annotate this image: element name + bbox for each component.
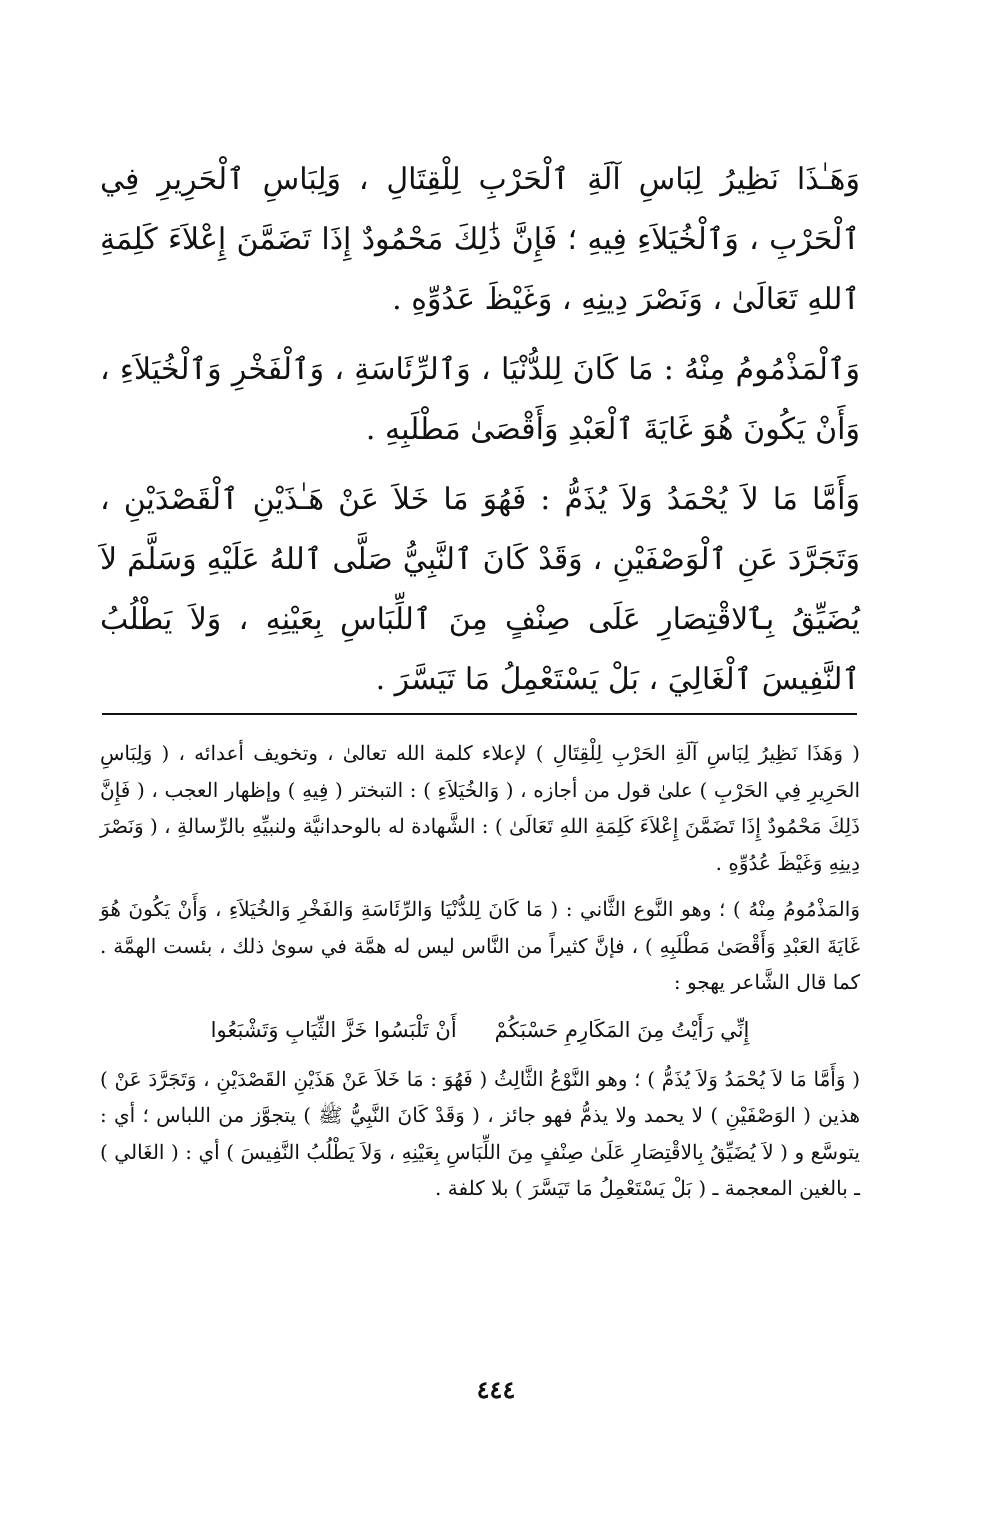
verse-second-hemistich: أَنْ تَلْبَسُوا خَزَّ الثِّيَابِ وَتَشْبَعُوا: [210, 1017, 457, 1042]
poetry-verse: [100, 1011, 860, 1049]
commentary-paragraph-1: ( وَهَذَا نَظِيرُ لِبَاسِ آلَةِ الحَرْبِ لِلْقِتَالِ ) لإعلاء كلمة الله تعالىٰ ، وتخويف أعدائه ، ( وَلِبَاسِ الحَرِيرِ فِي الحَرْبِ ) علىٰ قول من أجازه ، ( وَالخُيَلاَءِ ) : التبختر ( فِيهِ ) وإظهار العجب ، ( فَإِنَّ ذَلِكَ مَحْمُودٌ إِذَا تَضَمَّنَ إِعْلاَءَ كَلِمَةِ اللهِ تَعَالَىٰ ) : الشَّهادة له بالوحدانيَّة ولنبيِّهِ بالرِّسالةِ ، ( وَنَصْرَ دِينِهِ وَغَيْظَ عُدُوِّهِ .: [100, 741, 860, 875]
commentary-paragraph-2: وَالمَذْمُومُ مِنْهُ ) ؛ وهو النَّوع الثَّاني : ( مَا كَانَ لِلدُّنْيَا وَالرِّئَاسَةِ وَالفَخْرِ وَالخُيَلاَءِ ، وَأَنْ يَكُونَ هُوَ غَايَةَ العَبْدِ وَأَقْصَىٰ مَطْلَبِهِ ) ، فإنَّ كثيراً من النَّاس ليس له همَّة في سوىٰ ذلك ، بئست الهمَّة . كما قال الشَّاعر يهجو :: [100, 897, 860, 994]
verse-first-hemistich: إِنِّي رَأَيْتُ مِنَ المَكَارِمِ حَسْبَكُمْ: [494, 1017, 750, 1042]
page-number: ٤٤٤: [476, 1375, 516, 1404]
commentary-block: [100, 735, 860, 1217]
main-paragraph-3: وَأَمَّا مَا لاَ يُحْمَدُ وَلاَ يُذَمُّ : فَهُوَ مَا خَلاَ عَنْ هَـٰذَيْنِ ٱلْقَصْدَيْنِ ، وَتَجَرَّدَ عَنِ ٱلْوَصْفَيْنِ ، وَقَدْ كَانَ ٱلنَّبِيُّ صَلَّى ٱللهُ عَلَيْهِ وَسَلَّمَ لاَ يُضَيِّقُ بِٱلاقْتِصَارِ عَلَى صِنْفٍ مِنَ ٱللِّبَاسِ بِعَيْنِهِ ، وَلاَ يَطْلُبُ ٱلنَّفِيسَ ٱلْغَالِيَ ، بَلْ يَسْتَعْمِلُ مَا تَيَسَّرَ .: [100, 482, 861, 697]
main-paragraph-1: وَهَـٰذَا نَظِيرُ لِبَاسِ آلَةِ ٱلْحَرْبِ لِلْقِتَالِ ، وَلِبَاسِ ٱلْحَرِيرِ فِي ٱلْحَرْبِ ، وَٱلْخُيَلاَءِ فِيهِ ؛ فَإِنَّ ذَٰلِكَ مَحْمُودٌ إِذَا تَضَمَّنَ إِعْلاَءَ كَلِمَةِ ٱللهِ تَعَالَىٰ ، وَنَصْرَ دِينِهِ ، وَغَيْظَ عَدُوِّهِ .: [100, 162, 860, 317]
main-text-block: [100, 150, 860, 720]
footnote-divider: [102, 713, 857, 715]
main-paragraph-2: وَٱلْمَذْمُومُ مِنْهُ : مَا كَانَ لِلدُّنْيَا ، وَٱلرِّئَاسَةِ ، وَٱلْفَخْرِ وَٱلْخُيَلاَءِ ، وَأَنْ يَكُونَ هُوَ غَايَةَ ٱلْعَبْدِ وَأَقْصَىٰ مَطْلَبِهِ .: [100, 352, 860, 447]
commentary-paragraph-3: ( وَأَمَّا مَا لاَ يُحْمَدُ وَلاَ يُذَمُّ ) ؛ وهو النَّوْعُ الثَّالِثُ ( فَهُوَ : مَا خَلاَ عَنْ هَذَيْنِ القَصْدَيْنِ ، وَتَجَرَّدَ عَنْ ) هذين ( الوَصْفَيْنِ ) لا يحمد ولا يذمُّ فهو جائز ، ( وَقَدْ كَانَ النَّبِيُّ ﷺ ) يتجوَّز من اللباس ؛ أي : يتوسَّع و ( لاَ يُضَيِّقُ بِالاقْتِصَارِ عَلَىٰ صِنْفٍ مِنَ اللِّبَاسِ بِعَيْنِهِ ، وَلاَ يَطْلُبُ النَّفِيسَ ) أي : ( الغَالي ) ـ بالغين المعجمة ـ ( بَلْ يَسْتَعْمِلُ مَا تَيَسَّرَ ) بلا كلفة .: [100, 1066, 861, 1200]
